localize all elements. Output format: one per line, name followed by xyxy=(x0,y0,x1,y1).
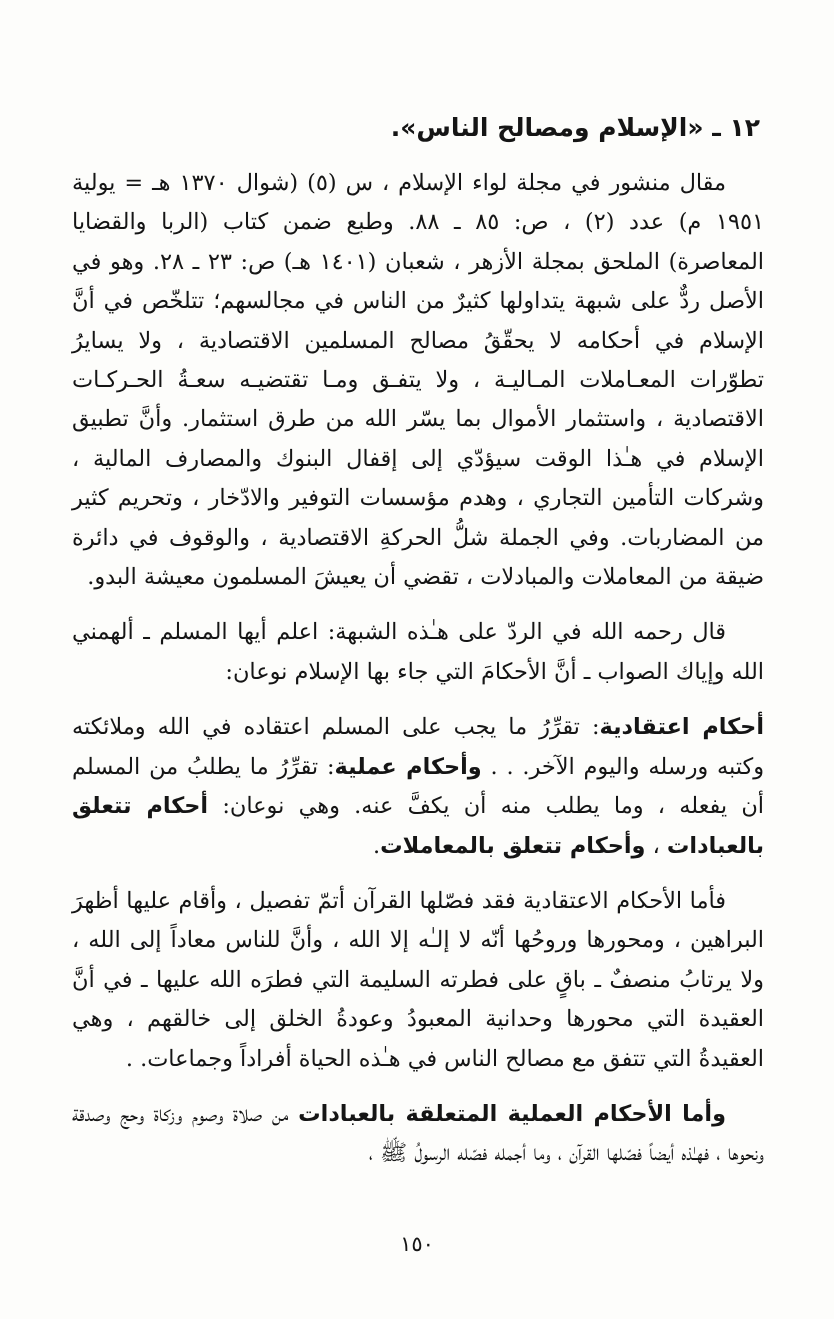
term-worship-practical: وأما الأحكام العملية المتعلقة بالعبادات xyxy=(298,1100,726,1127)
paragraph-worship-rulings xyxy=(72,1095,764,1174)
text-segment: من صلاة وصوم وزكاة وحج وصدقة ونحوها ، فهـٰذه أيضاً فصّلها القرآن ، وما أجمله فصّله الرسولُ ﷺ ، xyxy=(72,1100,764,1167)
paragraph-article-info: مقال منشور في مجلة لواء الإسلام ، س (٥) (شوال ١٣٧٠ هـ = يولية ١٩٥١ م) عدد (٢) ، ص: ٨٥ ـ ٨٨. وطبع ضمن كتاب (الربا والقضايا المعاصرة) الملحق بمجلة الأزهر ، شعبان (١٤٠١ هـ) ص: ٢٣ ـ ٢٨. وهو في الأصل ردٌّ على شبهة يتداولها كثيرٌ من الناس في مجالسهم؛ تتلخّص في أنَّ الإسلام في أحكامه لا يحقّقُ مصالح المسلمين الاقتصادية ، ولا يسايرُ تطوّرات المعـاملات المـاليـة ، ولا يتفـق ومـا تقتضيـه سعـةُ الحـركـات الاقتصادية ، واستثمار الأموال بما يسّر الله من طرق استثمار. وأنَّ تطبيق الإسلام في هـٰذا الوقت سيؤدّي إلى إقفال البنوك والمصارف المالية ، وشركات التأمين التجاري ، وهدم مؤسسات التوفير والادّخار ، وتحريم كثير من المضاربات. وفي الجملة شلُّ الحركةِ الاقتصادية ، والوقوف في دائرة ضيقة من المعاملات والمبادلات ، تقضي أن يعيشَ المسلمون معيشة البدو. xyxy=(72,170,765,591)
term-belief-rulings: أحكام اعتقادية xyxy=(599,714,764,741)
term-worship-rulings: أحكام تتعلق بالعبادات xyxy=(72,793,764,859)
section-heading: ١٢ ـ «الإسلام ومصالح الناس». xyxy=(390,113,760,142)
text-segment: : تقرِّرُ ما يجب على المسلم اعتقاده في الله وملائكته وكتبه ورسله واليوم الآخر. . . xyxy=(72,714,765,780)
text-segment: . xyxy=(373,832,381,859)
paragraph-ruling-types xyxy=(72,708,764,866)
paragraph-belief-rulings: فأما الأحكام الاعتقادية فقد فصّلها القرآن أتمّ تفصيل ، وأقام عليها أظهرَ البراهين ، ومحورها وروحُها أنّه لا إلـٰه إلا الله ، وأنَّ للناس معاداً إلى الله ، ولا يرتابُ منصفٌ ـ باقٍ على فطرته السليمة التي فطرَه الله عليها ـ في أنَّ العقيدة التي محورها وحدانية المعبودُ وعودةُ الخلق إلى خالقهم ، وهي العقيدةُ التي تتفق مع مصالح الناس في هـٰذه الحياة أفراداً وجماعات. . xyxy=(72,887,764,1072)
term-practical-rulings: وأحكام عملية xyxy=(334,753,482,780)
term-transaction-rulings: وأحكام تتعلق بالمعاملات xyxy=(380,832,646,859)
paragraph-reply-intro: قال رحمه الله في الردّ على هـٰذه الشبهة: اعلم أيها المسلم ـ ألهمني الله وإياك الصواب ـ أنَّ الأحكامَ التي جاء بها الإسلام نوعان: xyxy=(72,619,764,685)
text-segment: ، xyxy=(645,832,667,859)
page-number: ١٥٠ xyxy=(400,1232,434,1256)
text-segment: : تقرِّرُ ما يطلبُ من المسلم أن يفعله ، وما يطلب منه أن يكفَّ عنه. وهي نوعان: xyxy=(72,753,764,820)
